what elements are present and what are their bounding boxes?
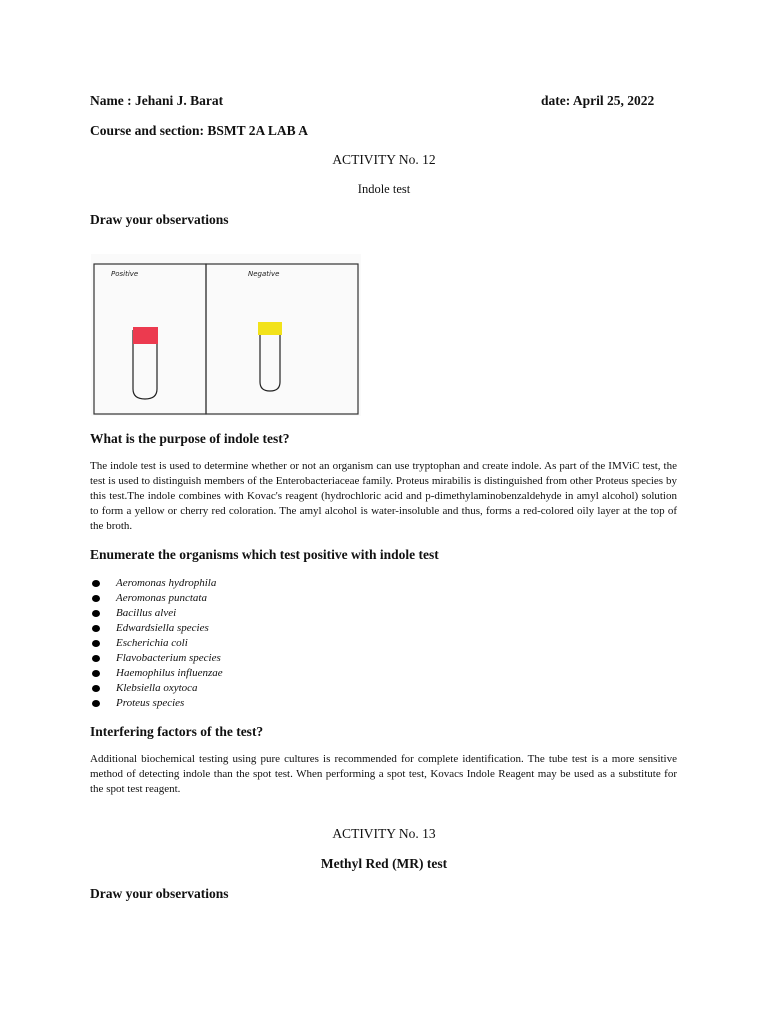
bullet-icon <box>92 580 100 587</box>
bullet-icon <box>92 610 100 617</box>
activity-12-subtitle: Indole test <box>357 182 411 196</box>
bullet-icon <box>92 655 100 662</box>
purpose-heading: What is the purpose of indole test? <box>90 431 290 446</box>
purpose-paragraph: The indole test is used to determine whether or not an organism can use tryptophan and create indole. As part of the IMViC test, the test is used to distinguish members of the Enterobacteriaceae family. Proteus mirabilis is distinguished from other Proteus species by this test.The indole combines with Kovac's reagent (hydrochloric acid and p-dimethylaminobenzaldehyde in amyl alcohol) solution to form a yellow or cherry red coloration. The amyl alcohol is water-insoluble and thus, forms a red-colored oily layer at the top of the broth. <box>90 460 677 532</box>
activity-12-title: ACTIVITY No. 12 <box>332 152 436 167</box>
interfering-paragraph: Additional biochemical testing using pure cultures is recommended for complete identification. The tube test is a more sensitive method of detecting indole than the spot test. When performing a spot test, Kovacs Indole Reagent may be used as a substitute for the spot test reagent. <box>90 753 677 795</box>
bullet-icon <box>92 670 100 677</box>
organism-name: Proteus species <box>116 697 185 709</box>
activity-13-subtitle: Methyl Red (MR) test <box>320 856 448 871</box>
organism-name: Klebsiella oxytoca <box>116 682 198 694</box>
organism-name: Escherichia coli <box>116 637 188 649</box>
organism-name: Flavobacterium species <box>116 652 221 664</box>
bullet-icon <box>92 685 100 692</box>
submission-date: date: April 25, 2022 <box>541 93 655 108</box>
interfering-heading: Interfering factors of the test? <box>90 724 264 739</box>
red-indole-layer <box>133 327 158 344</box>
organisms-heading: Enumerate the organisms which test positive with indole test <box>90 547 439 562</box>
test-tube-illustration <box>91 254 361 416</box>
yellow-negative-layer <box>258 322 282 335</box>
student-name: Name : Jehani J. Barat <box>90 93 224 108</box>
organism-name: Aeromonas hydrophila <box>116 577 217 589</box>
course-section: Course and section: BSMT 2A LAB A <box>90 123 309 138</box>
bullet-icon <box>92 595 100 602</box>
negative-label: Negative <box>248 270 280 278</box>
indole-observation-drawing <box>91 254 361 416</box>
bullet-icon <box>92 625 100 632</box>
activity-12-draw-heading: Draw your observations <box>90 212 229 227</box>
organism-name: Aeromonas punctata <box>116 592 207 604</box>
positive-label: Positive <box>111 270 139 278</box>
activity-13-title: ACTIVITY No. 13 <box>332 826 436 841</box>
bullet-icon <box>92 700 100 707</box>
activity-13-draw-heading: Draw your observations <box>90 886 229 901</box>
organism-name: Bacillus alvei <box>116 607 177 619</box>
organism-name: Haemophilus influenzae <box>116 667 223 679</box>
organism-name: Edwardsiella species <box>116 622 209 634</box>
bullet-icon <box>92 640 100 647</box>
